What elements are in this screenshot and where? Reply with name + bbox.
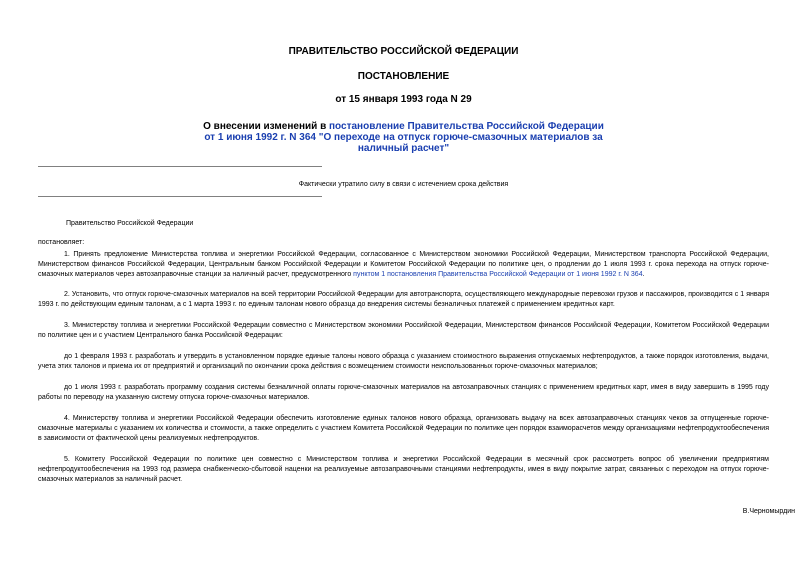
paragraph-3a: до 1 февраля 1993 г. разработать и утвердить в установленном порядке единые талоны нового образца с указанием стоимостного выражения отпускаемых нефтепродуктов, а также порядок изготовления, выдачи, учета этих талонов и приема их от предприятий и организаций по окончании срока действия с возмещением стоимости неиспользованных горюче-смазочных материалов;	[38, 353, 769, 370]
status-note: Фактически утратило силу в связи с истечением срока действия	[298, 181, 509, 188]
title-prefix: О внесении изменений в	[203, 121, 330, 132]
paragraph-1-text: 1. Принять предложение Министерства топлива и энергетики Российской Федерации, согласованное с Министерством экономики Российской Федерации, Министерством транспорта Российской Федерации, Министерством финансов Российской Федерации, Центральным банком Российской Федерации и Комитетом Российской Федерации по политике цен, о продлении до 1 июля 1993 г. срока перехода на отпуск горюче-смазочных материалов через автозаправочные станции за наличный расчет, предусмотренного	[38, 251, 769, 278]
document-type-heading: ПОСТАНОВЛЕНИЕ	[357, 71, 450, 82]
issuer-line: Правительство Российской Федерации	[66, 220, 194, 227]
reference-link[interactable]: пунктом 1 постановления Правительства Российской Федерации от 1 июня 1992 г. N 364	[353, 271, 643, 278]
document-title	[0, 121, 807, 154]
bottom-divider	[38, 196, 322, 197]
paragraph-1	[38, 250, 769, 280]
title-link-part2[interactable]: от 1 июня 1992 г. N 364 "О переходе на отпуск горюче-смазочных материалов за	[204, 132, 603, 143]
paragraph-3: 3. Министерству топлива и энергетики Российской Федерации совместно с Министерством экономики Российской Федерации, Министерством финансов Российской Федерации, Комитетом Российской Федерации по политике цен и с участием Центрального банка Российской Федерации:	[38, 322, 769, 339]
top-divider	[38, 166, 322, 167]
date-number-heading: от 15 января 1993 года N 29	[335, 94, 472, 105]
paragraph-1-end: .	[642, 271, 645, 278]
title-line-1	[0, 121, 807, 132]
decree-line: постановляет:	[38, 239, 85, 246]
title-link-part1[interactable]: постановление Правительства Российской Федерации	[329, 121, 604, 132]
signature: В.Черномырдин	[742, 508, 795, 515]
paragraph-4: 4. Министерству топлива и энергетики Российской Федерации обеспечить изготовление единых талонов нового образца, организовать выдачу на всех автозаправочных станциях чеков за отпущенные горюче-смазочные материалы с указанием их количества и стоимости, а также определить с участием Комитета Российской Федерации по политике цен порядок взаиморасчетов между организациями нефтепродуктообеспечения в зависимости от фактической цены реализуемых нефтепродуктов.	[38, 415, 769, 442]
government-heading: ПРАВИТЕЛЬСТВО РОССИЙСКОЙ ФЕДЕРАЦИИ	[288, 46, 519, 57]
paragraph-3b: до 1 июля 1993 г. разработать программу создания системы безналичной оплаты горюче-смазочных материалов на автозаправочных станциях с применением кредитных карт, имея в виду завершить в 1995 году работы по переводу на указанную систему отпуска горюче-смазочных материалов.	[38, 384, 769, 401]
paragraph-5: 5. Комитету Российской Федерации по политике цен совместно с Министерством топлива и энергетики Российской Федерации в месячный срок рассмотреть вопрос об увеличении предприятиям нефтепродуктообеспечения на 1993 год размера снабженческо-сбытовой наценки на реализуемые автозаправочными станциями нефтепродукты, имея в виду покрытие затрат, связанных с переходом на отпуск горюче-смазочных материалов за наличный расчет.	[38, 456, 769, 483]
title-link-part3[interactable]: наличный расчет"	[357, 143, 450, 154]
paragraph-2: 2. Установить, что отпуск горюче-смазочных материалов на всей территории Российской Федерации для автотранспорта, осуществляющего международные перевозки грузов и пассажиров, производится с 1 января 1993 г. по действующим единым талонам, а с 1 марта 1993 г. по единым талонам нового образца до внедрения системы безналичных платежей с применением кредитных карт.	[38, 291, 769, 308]
